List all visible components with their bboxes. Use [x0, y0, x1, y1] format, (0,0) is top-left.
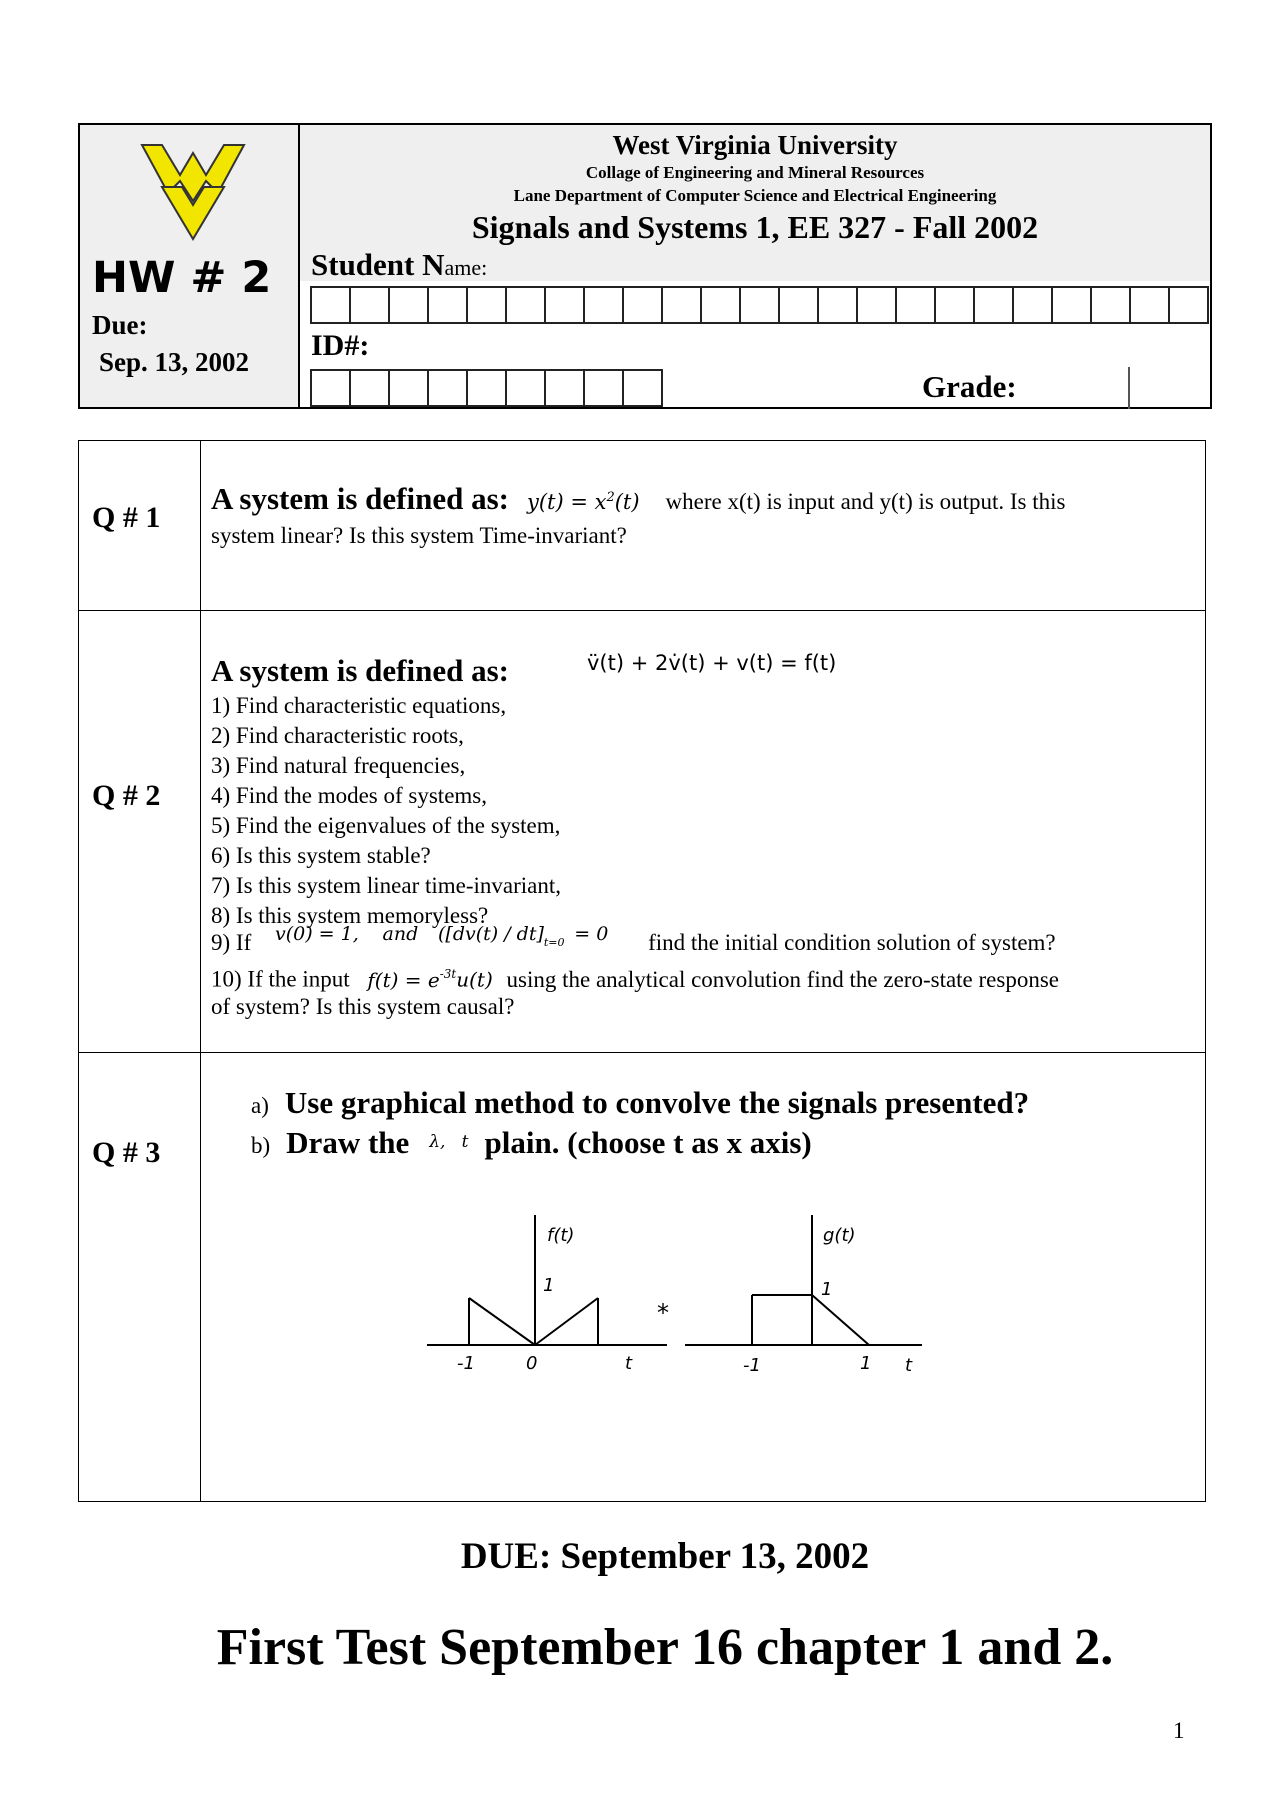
char-box[interactable]	[778, 286, 819, 324]
char-box[interactable]	[388, 286, 429, 324]
char-box[interactable]	[466, 286, 507, 324]
char-box[interactable]	[388, 369, 429, 407]
university-name: West Virginia University	[612, 130, 898, 160]
f-right-ramp	[535, 1298, 598, 1345]
f-label: f(t)	[547, 1225, 575, 1246]
question-row-2	[79, 611, 1205, 1053]
f-tick-label: -1	[457, 1353, 475, 1374]
q2-item-9: 9) If $^{v(0) = 1,}$ $^{and}$ $^{([dv(t) / dt]}$t=0 $^{= 0}$ find the initial condition solution of system?	[211, 923, 1056, 955]
hw-number: HW # 2	[92, 253, 272, 303]
f-tick-label: 0	[526, 1353, 538, 1374]
q2-equation: v̈(t) + 2v̇(t) + v(t) = f(t)	[587, 651, 837, 675]
g-tick-label: 1	[860, 1353, 872, 1374]
college-name: Collage of Engineering and Mineral Resources	[585, 163, 925, 182]
char-box[interactable]	[349, 286, 390, 324]
question-label: Q # 1	[79, 441, 201, 610]
due-footer: DUE: September 13, 2002	[460, 1536, 870, 1577]
student-name-field[interactable]	[310, 286, 1207, 324]
q2-lead: A system is defined as:	[211, 653, 509, 688]
char-box[interactable]	[739, 286, 780, 324]
char-box[interactable]	[1129, 286, 1170, 324]
char-box[interactable]	[1012, 286, 1053, 324]
list-item: 3) Find natural frequencies,	[211, 753, 466, 778]
char-box[interactable]	[622, 369, 663, 407]
f-one-label: 1	[543, 1275, 555, 1296]
header-block	[78, 123, 1212, 409]
char-box[interactable]	[310, 369, 351, 407]
wvu-logo	[140, 135, 246, 243]
g-one-label: 1	[821, 1279, 833, 1300]
f-tick-label: t	[625, 1353, 633, 1374]
student-id-field[interactable]	[310, 369, 661, 407]
question-row-3	[79, 1053, 1205, 1501]
list-item: 4) Find the modes of systems,	[211, 783, 487, 808]
char-box[interactable]	[505, 286, 546, 324]
department-name: Lane Department of Computer Science and Electrical Engineering	[513, 186, 997, 205]
list-item: 2) Find characteristic roots,	[211, 723, 464, 748]
char-box[interactable]	[583, 369, 624, 407]
char-box[interactable]	[661, 286, 702, 324]
list-item: 1) Find characteristic equations,	[211, 693, 507, 718]
page-number: 1	[1173, 1718, 1185, 1743]
q1-line-2: system linear? Is this system Time-invariant?	[211, 523, 627, 548]
g-tick-label: t	[905, 1355, 913, 1376]
char-box[interactable]	[700, 286, 741, 324]
char-box[interactable]	[427, 286, 468, 324]
grade-field[interactable]	[1128, 367, 1130, 409]
q3-part-a: a) Use graphical method to convolve the signals presented?	[251, 1085, 1030, 1120]
list-item: 8) Is this system memoryless?	[211, 903, 489, 928]
list-item: 6) Is this system stable?	[211, 843, 431, 868]
list-item: 7) Is this system linear time-invariant,	[211, 873, 562, 898]
char-box[interactable]	[856, 286, 897, 324]
header-right-panel	[300, 125, 1210, 407]
char-box[interactable]	[817, 286, 858, 324]
question-table	[78, 440, 1206, 1502]
f-left-ramp	[469, 1298, 535, 1345]
char-box[interactable]	[934, 286, 975, 324]
course-title: Signals and Systems 1, EE 327 - Fall 2002	[471, 209, 1039, 245]
q1-equation: $y(t) = x^2(t)$	[526, 490, 640, 514]
char-box[interactable]	[310, 286, 351, 324]
char-box[interactable]	[1090, 286, 1131, 324]
grade-label: Grade:	[922, 369, 1017, 404]
list-item: 5) Find the eigenvalues of the system,	[211, 813, 561, 838]
convolution-figure	[427, 1213, 977, 1403]
q2-item-10: 10) If the input $f(t) = e^{-3t}u(t)$ using the analytical convolution find the zero-state response	[211, 966, 1059, 992]
q3-part-b: b) Draw the λ, t plain. (choose t as x axis)	[251, 1125, 812, 1160]
char-box[interactable]	[622, 286, 663, 324]
q1-line-1: A system is defined as: $y(t) = x^2(t)$ where x(t) is input and y(t) is output. Is this	[211, 481, 1066, 516]
header-left-panel	[80, 125, 300, 407]
q2-item-10-line-2: of system? Is this system causal?	[211, 994, 515, 1019]
char-box[interactable]	[466, 369, 507, 407]
convolve-symbol: *	[657, 1299, 669, 1327]
due-date: Sep. 13, 2002	[99, 347, 250, 377]
char-box[interactable]	[973, 286, 1014, 324]
char-box[interactable]	[1168, 286, 1209, 324]
char-box[interactable]	[505, 369, 546, 407]
id-label: ID#:	[311, 329, 370, 362]
char-box[interactable]	[349, 369, 390, 407]
g-tick-label: -1	[743, 1355, 761, 1376]
question-label: Q # 3	[79, 1053, 201, 1501]
char-box[interactable]	[544, 369, 585, 407]
g-ramp	[812, 1295, 869, 1345]
due-label: Due:	[92, 310, 148, 340]
question-row-1	[79, 441, 1205, 611]
char-box[interactable]	[1051, 286, 1092, 324]
question-label: Q # 2	[79, 611, 201, 1052]
char-box[interactable]	[544, 286, 585, 324]
char-box[interactable]	[583, 286, 624, 324]
char-box[interactable]	[895, 286, 936, 324]
q2-item-list	[211, 691, 561, 931]
char-box[interactable]	[427, 369, 468, 407]
first-test-notice: First Test September 16 chapter 1 and 2.	[216, 1619, 1114, 1676]
g-label: g(t)	[823, 1225, 856, 1246]
student-name-label: Student Name:	[311, 247, 488, 282]
